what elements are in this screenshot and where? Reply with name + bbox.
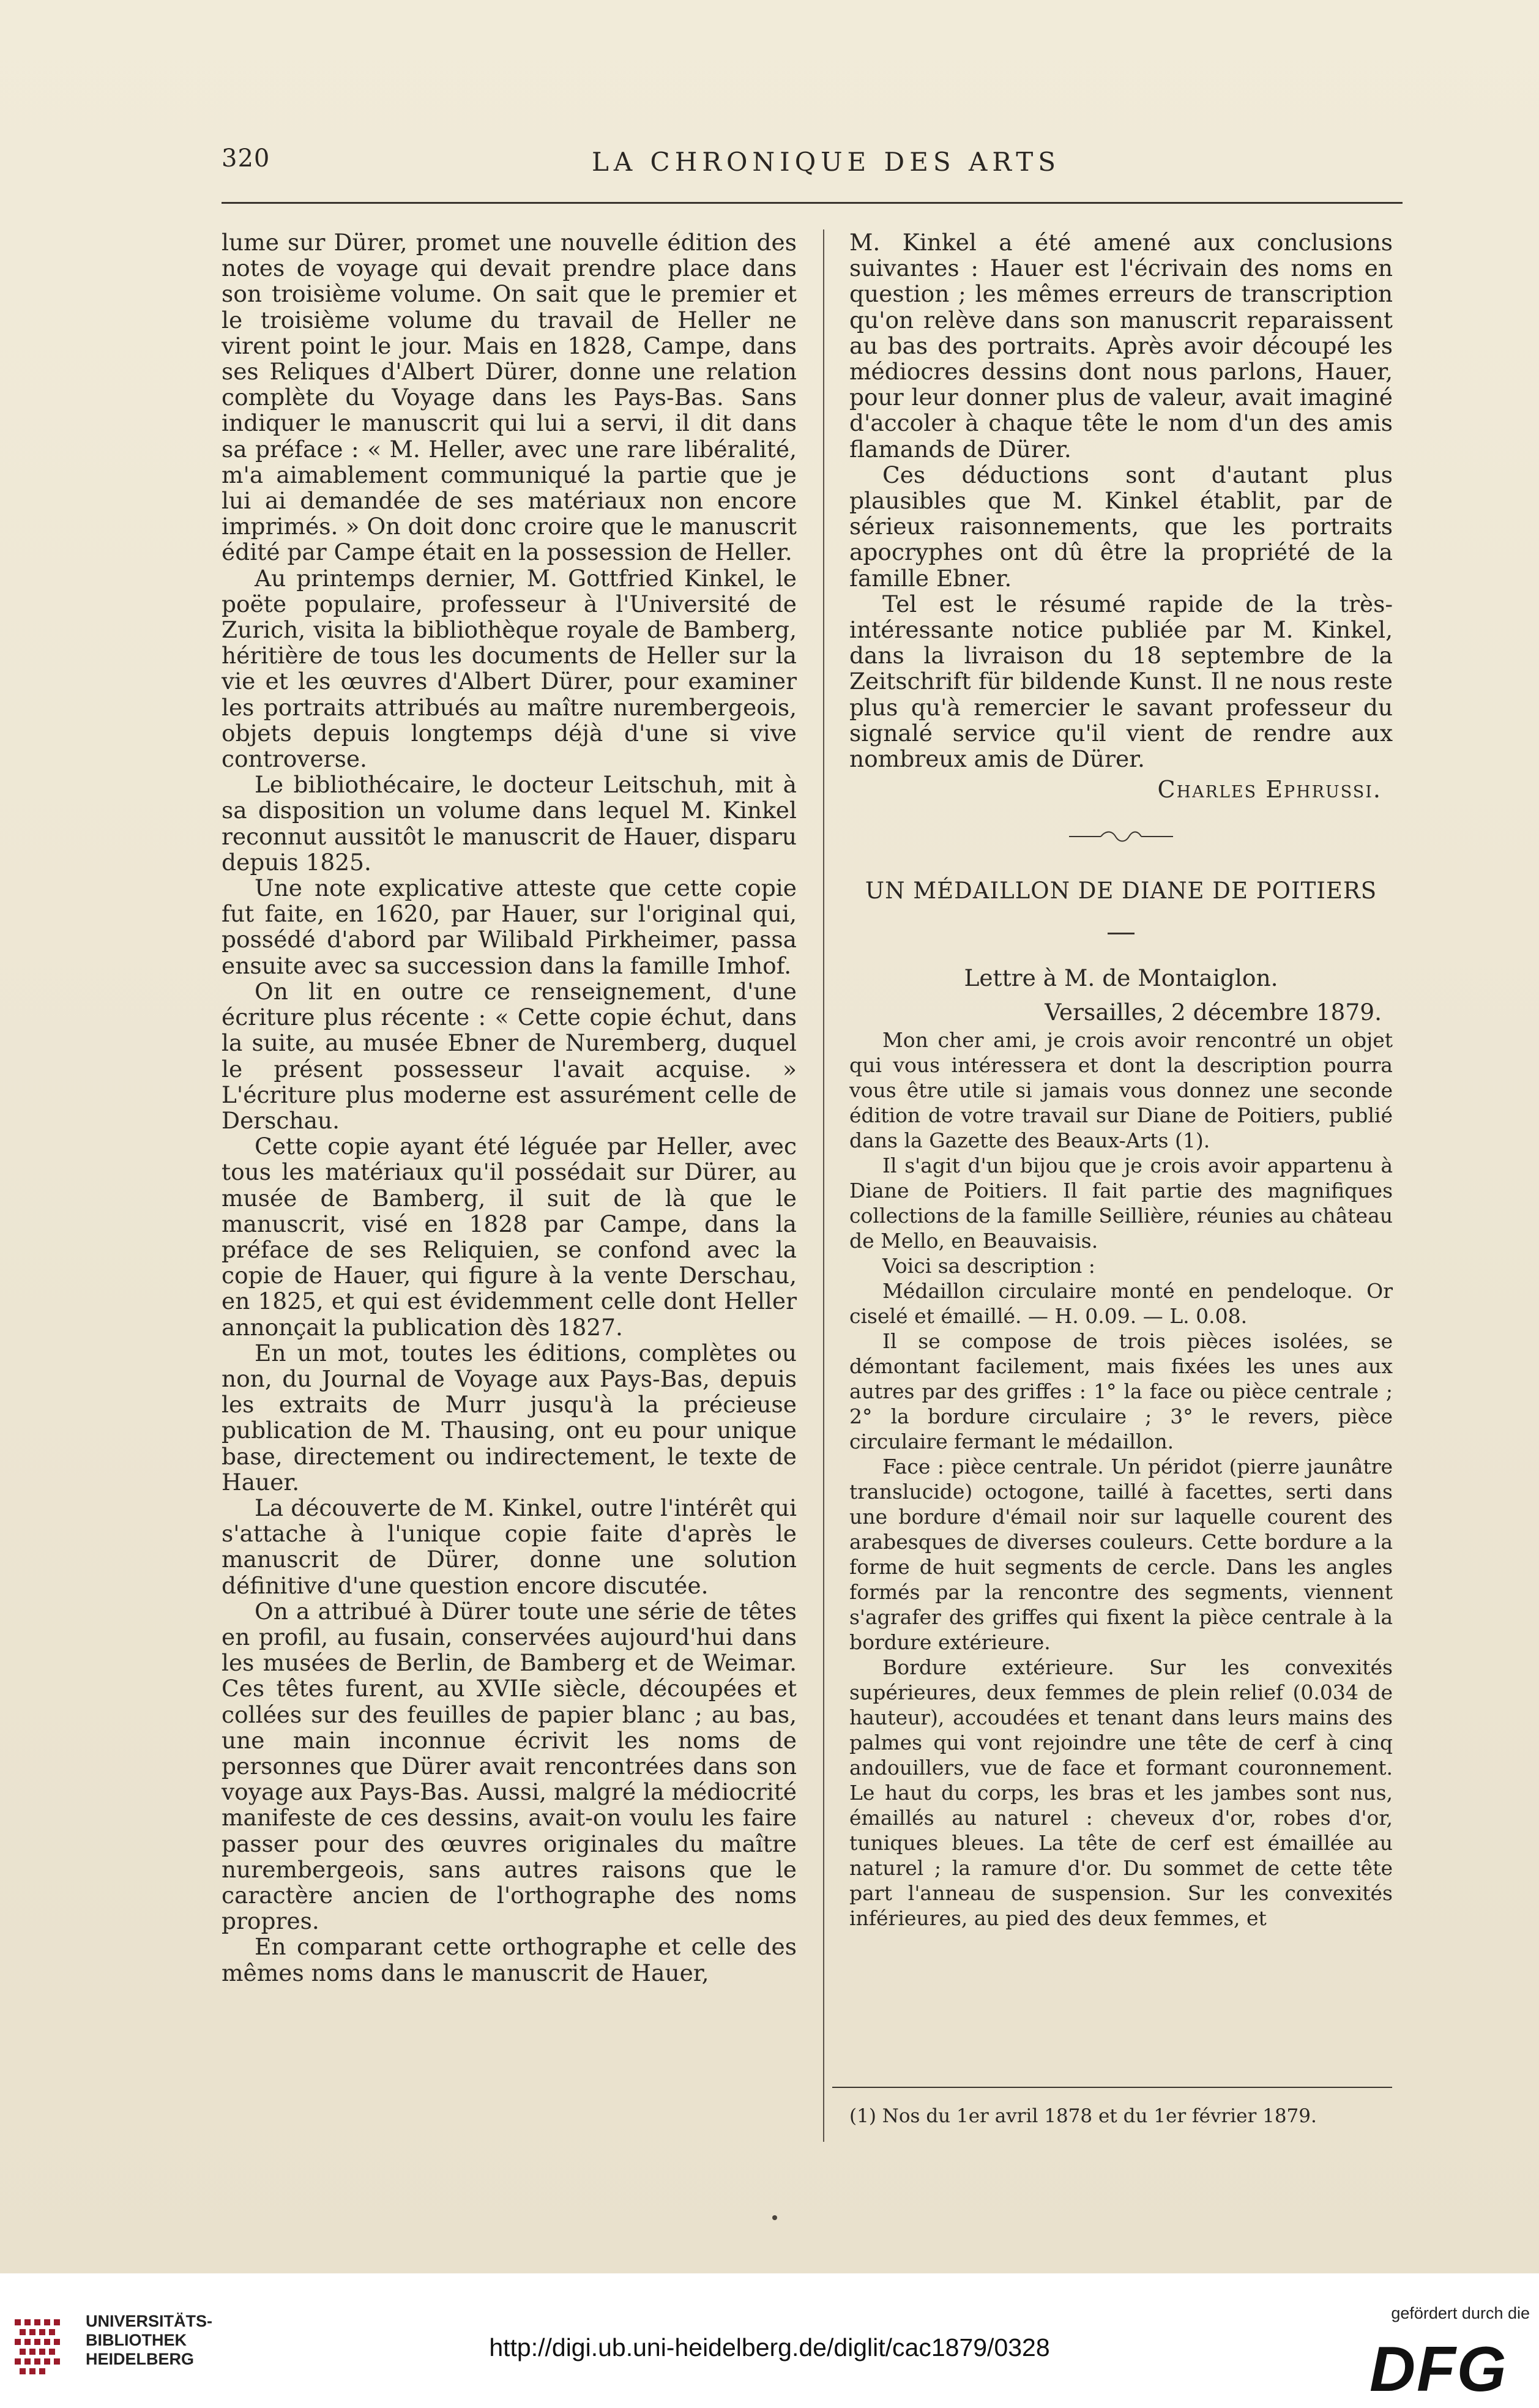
paragraph: Cette copie ayant été léguée par Heller, avec tous les matériaux qu'il possédait sur Dürer, au musée de Bamberg, il suit de là que le manuscrit, visé en 1828 par Campe, dans la préface de ses Reliquien, se confond avec la copie de Hauer, qui figure à la vente Derschau, en 1825, et qui est évidemment celle dont Heller annonçait la publication dès 1827. xyxy=(222,1133,797,1341)
paragraph: Le bibliothécaire, le docteur Leitschuh, mit à sa disposition un volume dans lequel M. Kinkel reconnut aussitôt le manuscrit de Hauer, disparu depuis 1825. xyxy=(222,771,797,876)
library-name xyxy=(86,2312,212,2369)
university-library-logo-icon xyxy=(11,2313,72,2387)
right-column xyxy=(849,229,1393,1931)
library-name-line: HEIDELBERG xyxy=(86,2350,195,2368)
author-signature: Charles Ephrussi. xyxy=(1157,776,1382,803)
article-title: UN MÉDAILLON DE DIANE DE POITIERS xyxy=(865,878,1377,904)
library-name-line: UNIVERSITÄTS- xyxy=(86,2312,213,2330)
paragraph: Tel est le résumé rapide de la très-intéressante notice publiée par M. Kinkel, dans la livraison du 18 septembre de la Zeitschrift für bildende Kunst. Il ne nous reste plus qu'à remercier le savant professeur du signalé service qu'il vient de rendre aux nombreux amis de Dürer. xyxy=(849,590,1393,773)
paragraph: Il se compose de trois pièces isolées, se démontant facilement, mais fixées les unes aux autres par des griffes : 1° la face ou pièce centrale ; 2° la bordure circulaire ; 3° le revers, pièce circulaire fermant le médaillon. xyxy=(849,1329,1393,1454)
paragraph: Médaillon circulaire monté en pendeloque. Or ciselé et émaillé. — H. 0.09. — L. 0.08. xyxy=(849,1279,1393,1329)
funded-by-label: gefördert durch die xyxy=(1391,2304,1530,2322)
paragraph: lume sur Dürer, promet une nouvelle édition des notes de voyage qui devait prendre place dans son troisième volume. On sait que le premier et le troisième volume du travail de Heller ne virent point le jour. Mais en 1828, Campe, dans ses Reliques d'Albert Dürer, donne une relation complète du Voyage dans les Pays-Bas. Sans indiquer le manuscrit qui lui a servi, il dit dans sa préface : « M. Heller, avec une rare libéralité, m'a aimablement communiqué la partie que je lui ai demandée de ses matériaux non encore imprimés. » On doit donc croire que le manuscrit édité par Campe était en la possession de Heller. xyxy=(222,229,797,566)
ornament-flourish-icon xyxy=(1069,829,1173,844)
permalink-url[interactable]: http://digi.ub.uni-heidelberg.de/diglit/cac1879/0328 xyxy=(489,2333,1050,2361)
paragraph: La découverte de M. Kinkel, outre l'intérêt qui s'attache à l'unique copie faite d'après le manuscrit de Dürer, donne une solution définitive d'une question encore discutée. xyxy=(222,1494,797,1599)
paragraph: Mon cher ami, je crois avoir rencontré un objet qui vous intéressera et dont la description pourra vous être utile si jamais vous donnez une seconde édition de votre travail sur Diane de Poitiers, publié dans la Gazette des Beaux-Arts (1). xyxy=(849,1028,1393,1153)
footnote: (1) Nos du 1er avril 1878 et du 1er février 1879. xyxy=(849,2105,1317,2127)
footnote-rule xyxy=(832,2087,1392,2088)
paragraph: En comparant cette orthographe et celle des mêmes noms dans le manuscrit de Hauer, xyxy=(222,1933,797,1986)
paragraph: Une note explicative atteste que cette copie fut faite, en 1620, par Hauer, sur l'original qui, possédé d'abord par Wilibald Pirkheimer, passa ensuite avec sa succession dans la famille Imhof. xyxy=(222,874,797,979)
page-number: 320 xyxy=(222,144,270,173)
paragraph: Ces déductions sont d'autant plus plausibles que M. Kinkel établit, par de sérieux raisonnements, que les portraits apocryphes ont dû être la propriété de la famille Ebner. xyxy=(849,461,1393,592)
paragraph: Au printemps dernier, M. Gottfried Kinkel, le poëte populaire, professeur à l'Université de Zurich, visita la bibliothèque royale de Bamberg, héritière de tous les documents de Heller sur la vie et les œuvres d'Albert Dürer, pour examiner les portraits attribués au maître nurembergeois, objets depuis longtemps déjà d'une si vive controverse. xyxy=(222,564,797,773)
dfg-logo: DFG xyxy=(1369,2334,1508,2405)
paragraph: On a attribué à Dürer toute une série de têtes en profil, au fusain, conservées aujourd'hui dans les musées de Berlin, de Bamberg et de Weimar. Ces têtes furent, au XVIIe siècle, découpées et collées sur des feuilles de papier blanc ; au bas, une main inconnue écrivit les noms de personnes que Dürer avait rencontrées dans son voyage aux Pays-Bas. Aussi, malgré la médiocrité manifeste de ces dessins, avait-on voulu les faire passer pour des œuvres originales du maître nurembergeois, sans autres raisons que le caractère ancien de l'orthographe des noms propres. xyxy=(222,1597,797,1935)
library-name-line: BIBLIOTHEK xyxy=(86,2331,187,2349)
title-rule xyxy=(1108,933,1135,934)
left-column xyxy=(222,229,797,1986)
paragraph: Voici sa description : xyxy=(882,1254,1095,1278)
letter-address: Lettre à M. de Montaiglon. xyxy=(964,964,1278,991)
letter-body xyxy=(849,1027,1393,1931)
header-rule xyxy=(222,202,1403,204)
ornament-divider xyxy=(849,829,1393,848)
paragraph: M. Kinkel a été amené aux conclusions suivantes : Hauer est l'écrivain des noms en question ; les mêmes erreurs de transcription qu'on relève dans son manuscrit reparaissent au bas des portraits. Après avoir découpé les médiocres dessins dont nous parlons, Hauer, pour leur donner plus de valeur, avait imaginé d'accoler à chaque tête le nom d'un des amis flamands de Dürer. xyxy=(849,229,1393,463)
page-mark xyxy=(772,2215,777,2220)
dateline: Versailles, 2 décembre 1879. xyxy=(1045,998,1382,1026)
paragraph: Il s'agit d'un bijou que je crois avoir appartenu à Diane de Poitiers. Il fait partie des magnifiques collections de la famille Seillière, réunies au château de Mello, en Beauvaisis. xyxy=(849,1154,1393,1253)
running-title: LA CHRONIQUE DES ARTS xyxy=(591,147,1061,177)
paragraph: En un mot, toutes les éditions, complètes ou non, du Journal de Voyage aux Pays-Bas, depuis les extraits de Murr jusqu'à la précieuse publication de M. Thausing, ont eu pour unique base, directement ou indirectement, le texte de Hauer. xyxy=(222,1339,797,1496)
column-divider xyxy=(823,229,824,2142)
paragraph: Face : pièce centrale. Un péridot (pierre jaunâtre translucide) octogone, taillé à facettes, serti dans une bordure d'émail noir sur laquelle courent des arabesques de diverses couleurs. Cette bordure a la forme de huit segments de cercle. Dans les angles formés par la rencontre des segments, viennent s'agrafer des griffes qui fixent la pièce centrale à la bordure extérieure. xyxy=(849,1455,1393,1655)
paragraph: On lit en outre ce renseignement, d'une écriture plus récente : « Cette copie échut, dans la suite, au musée Ebner de Nuremberg, duquel le présent possesseur l'avait acquise. » L'écriture plus moderne est assurément celle de Derschau. xyxy=(222,977,797,1134)
paragraph: Bordure extérieure. Sur les convexités supérieures, deux femmes de plein relief (0.034 de hauteur), accoudées et tenant dans leurs mains des palmes qui vont rejoindre une tête de cerf à cinq andouillers, vue de face et formant couronnement. Le haut du corps, les bras et les jambes sont nus, émaillés au naturel : cheveux d'or, robes d'or, tuniques bleues. La tête de cerf est émaillée au naturel ; la ramure d'or. Du sommet de cette tête part l'anneau de suspension. Sur les convexités inférieures, au pied des deux femmes, et xyxy=(849,1655,1393,1931)
